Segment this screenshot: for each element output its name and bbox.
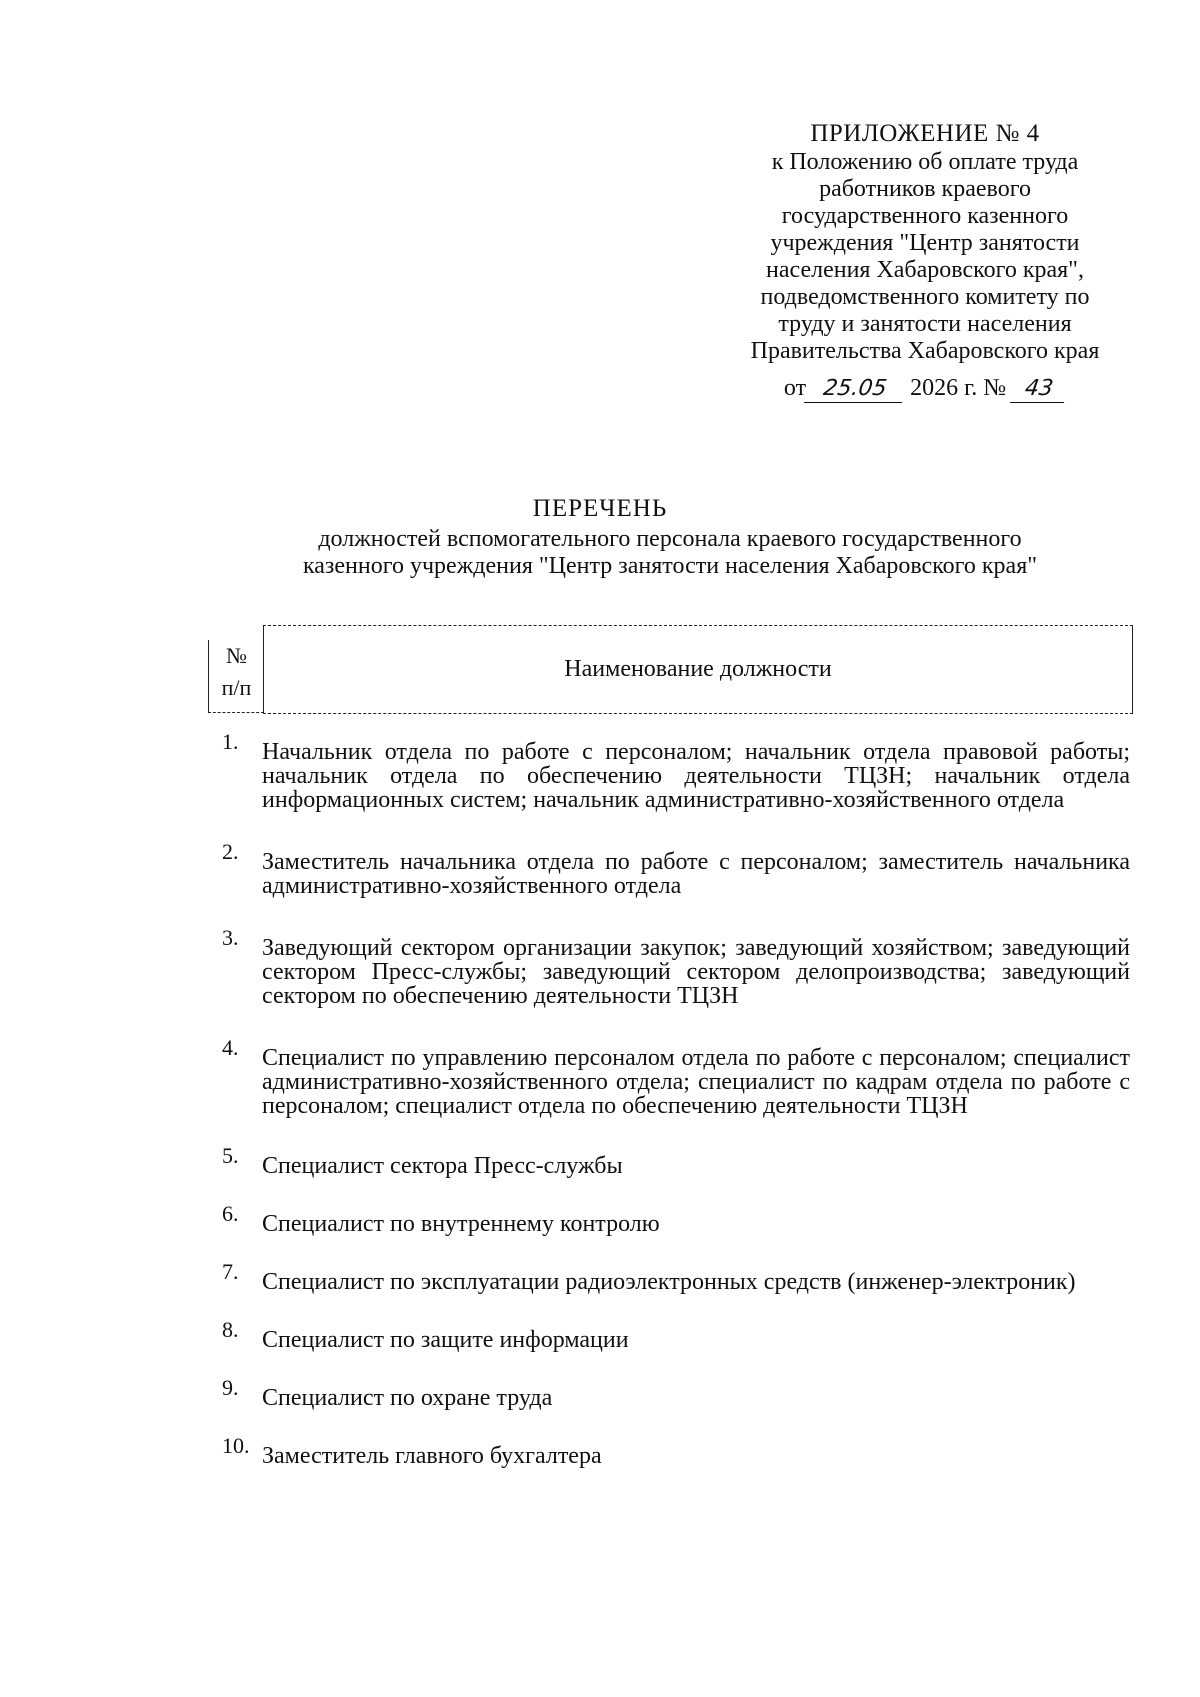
list-item	[200, 839, 1130, 899]
appendix-line: работников краевого	[819, 176, 1031, 202]
item-number: 7.	[222, 1259, 239, 1284]
appendix-header	[690, 120, 1160, 403]
appendix-line: Правительства Хабаровского края	[750, 338, 1100, 364]
item-text: Специалист по внутреннему контролю	[262, 1211, 660, 1237]
appendix-line: учреждения "Центр занятости	[770, 230, 1080, 256]
appendix-line: населения Хабаровского края",	[766, 257, 1084, 283]
item-number: 8.	[222, 1317, 239, 1342]
item-text: Специалист по эксплуатации радиоэлектронных средств (инженер-электроник)	[262, 1269, 1076, 1295]
item-number: 6.	[222, 1201, 239, 1226]
list-item	[200, 1375, 1130, 1411]
item-text: Заведующий сектором организации закупок; заведующий хозяйством; заведующий сектором Пресс-службы; заведующий сектором делопроизводства; заведующий сектором по обеспечению деятельности ТЦЗН	[262, 935, 1130, 1009]
appendix-line: подведомственного комитету по	[760, 284, 1090, 310]
item-number: 2.	[222, 839, 239, 864]
item-text: Заместитель начальника отдела по работе с персоналом; заместитель начальника административно-хозяйственного отдела	[262, 849, 1130, 899]
list-item	[200, 1143, 1130, 1179]
list-item	[200, 1433, 1130, 1469]
item-number: 10.	[222, 1433, 250, 1458]
item-number: 4.	[222, 1035, 239, 1060]
item-number: 3.	[222, 925, 239, 950]
handwritten-date: 25.05	[804, 375, 906, 403]
list-item	[200, 1201, 1130, 1237]
column-header-position-name: Наименование должности	[263, 625, 1133, 714]
appendix-date-line	[690, 375, 1160, 403]
date-year-text: 2026 г. №	[910, 375, 1007, 401]
item-text: Специалист по охране труда	[262, 1385, 553, 1411]
header-number-sign: №	[226, 643, 247, 668]
document-title: ПЕРЕЧЕНЬ	[532, 495, 668, 522]
item-number: 5.	[222, 1143, 239, 1168]
table-header	[208, 625, 1133, 715]
appendix-title: ПРИЛОЖЕНИЕ № 4	[810, 120, 1040, 147]
item-text: Заместитель главного бухгалтера	[262, 1443, 602, 1469]
header-number-abbr: п/п	[221, 675, 252, 700]
appendix-line: к Положению об оплате труда	[771, 149, 1079, 175]
handwritten-number: 43	[1010, 375, 1068, 403]
positions-list	[200, 729, 1130, 1469]
subtitle-line: казенного учреждения "Центр занятости населения Хабаровского края"	[302, 553, 1038, 579]
appendix-line: государственного казенного	[781, 203, 1069, 229]
subtitle-line: должностей вспомогательного персонала краевого государственного	[318, 526, 1022, 552]
appendix-line: труду и занятости населения	[778, 311, 1072, 337]
date-prefix: от	[783, 375, 807, 401]
list-item	[200, 1035, 1130, 1119]
item-number: 9.	[222, 1375, 239, 1400]
list-item	[200, 729, 1130, 813]
item-text: Специалист по управлению персоналом отдела по работе с персоналом; специалист административно-хозяйственного отдела; специалист по кадрам отдела по работе с персоналом; специалист отдела по обеспечению деятельности ТЦЗН	[262, 1045, 1130, 1119]
column-header-number	[208, 640, 264, 713]
list-item	[200, 1317, 1130, 1353]
list-item	[200, 925, 1130, 1009]
list-item	[200, 1259, 1130, 1295]
document-subtitle	[240, 526, 1100, 580]
item-number: 1.	[222, 729, 239, 754]
item-text: Специалист сектора Пресс-службы	[262, 1153, 623, 1179]
item-text: Начальник отдела по работе с персоналом; начальник отдела правовой работы; начальник отдела по обеспечению деятельности ТЦЗН; начальник отдела информационных систем; начальник административно-хозяйственного отдела	[262, 739, 1130, 813]
item-text: Специалист по защите информации	[262, 1327, 629, 1353]
